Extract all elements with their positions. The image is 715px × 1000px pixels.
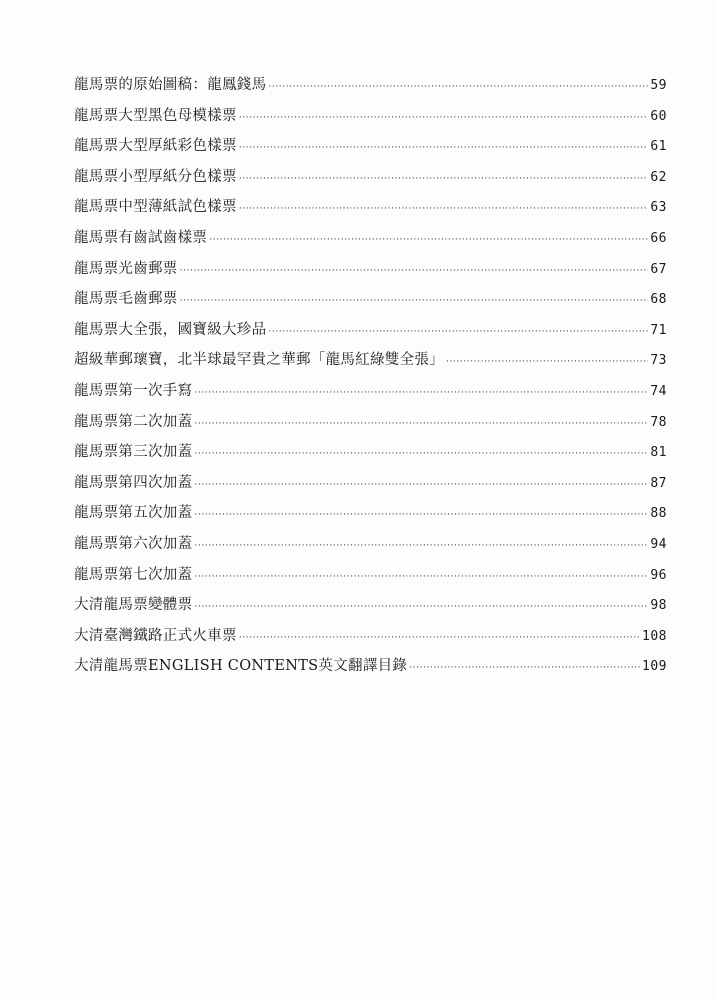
- toc-entry-title: 龍馬票第四次加蓋: [74, 474, 193, 491]
- toc-entry: [74, 131, 667, 162]
- toc-dot-leader: [194, 470, 648, 501]
- toc-page-number: 66: [650, 230, 667, 246]
- table-of-contents: [74, 70, 667, 682]
- toc-dot-leader: [194, 409, 648, 440]
- toc-page-number: 98: [650, 598, 667, 614]
- toc-dot-leader: [409, 653, 640, 684]
- toc-entry-title: 龍馬票大全張，國寶級大珍品: [74, 321, 267, 338]
- toc-entry: [74, 376, 667, 407]
- toc-entry: [74, 560, 667, 591]
- toc-entry-title: 龍馬票有齒試齒樣票: [74, 229, 208, 246]
- toc-dot-leader: [239, 103, 649, 134]
- toc-page-number: 81: [650, 445, 667, 461]
- toc-dot-leader: [209, 225, 648, 256]
- toc-dot-leader: [180, 256, 649, 287]
- toc-page-number: 109: [642, 659, 667, 675]
- toc-page-number: 88: [650, 506, 667, 522]
- toc-entry-title: 龍馬票第一次手寫: [74, 382, 193, 399]
- toc-page-number: 94: [650, 536, 667, 552]
- toc-page-number: 78: [650, 414, 667, 430]
- toc-entry: [74, 407, 667, 438]
- toc-entry: [74, 498, 667, 529]
- toc-dot-leader: [239, 133, 649, 164]
- toc-dot-leader: [194, 562, 648, 593]
- toc-entry-title: 龍馬票小型厚紙分色樣票: [74, 168, 237, 185]
- toc-dot-leader: [239, 194, 649, 225]
- toc-entry-title: 龍馬票第三次加蓋: [74, 444, 193, 461]
- toc-dot-leader: [446, 347, 648, 378]
- toc-page-number: 63: [650, 200, 667, 216]
- toc-dot-leader: [268, 317, 648, 348]
- toc-entry-title: 龍馬票中型薄紙試色樣票: [74, 199, 237, 216]
- toc-entry-title: 大清龍馬票ENGLISH CONTENTS英文翻譯目錄: [74, 658, 408, 675]
- toc-entry: [74, 529, 667, 560]
- toc-dot-leader: [239, 623, 640, 654]
- toc-page-number: 108: [642, 628, 667, 644]
- toc-entry: [74, 223, 667, 254]
- toc-page-number: 71: [650, 322, 667, 338]
- toc-entry-title: 龍馬票大型黑色母模樣票: [74, 107, 237, 124]
- toc-dot-leader: [194, 592, 648, 623]
- toc-entry: [74, 284, 667, 315]
- toc-entry-title: 龍馬票大型厚紙彩色樣票: [74, 138, 237, 155]
- toc-entry-title: 龍馬票第二次加蓋: [74, 413, 193, 430]
- toc-page-number: 67: [650, 261, 667, 277]
- toc-entry: [74, 162, 667, 193]
- toc-dot-leader: [239, 164, 649, 195]
- toc-entry: [74, 192, 667, 223]
- toc-page-number: 62: [650, 169, 667, 185]
- toc-entry-title: 超級華郵瓌寶，北半球最罕貴之華郵「龍馬紅綠雙全張」: [74, 352, 444, 369]
- toc-page-number: 61: [650, 139, 667, 155]
- toc-dot-leader: [194, 500, 648, 531]
- toc-dot-leader: [194, 439, 648, 470]
- toc-entry: [74, 437, 667, 468]
- toc-page-number: 73: [650, 353, 667, 369]
- toc-entry: [74, 315, 667, 346]
- toc-entry-title: 龍馬票第五次加蓋: [74, 505, 193, 522]
- toc-page-number: 96: [650, 567, 667, 583]
- toc-entry: [74, 345, 667, 376]
- toc-page-number: 60: [650, 108, 667, 124]
- toc-page-number: 68: [650, 292, 667, 308]
- toc-entry: [74, 651, 667, 682]
- toc-page-number: 87: [650, 475, 667, 491]
- toc-entry-title: 龍馬票第七次加蓋: [74, 566, 193, 583]
- toc-dot-leader: [194, 531, 648, 562]
- toc-dot-leader: [268, 72, 648, 103]
- toc-entry-title: 大清臺灣鐵路正式火車票: [74, 627, 237, 644]
- toc-entry: [74, 254, 667, 285]
- toc-entry: [74, 590, 667, 621]
- toc-entry-title: 龍馬票毛齒郵票: [74, 291, 178, 308]
- toc-entry-title: 龍馬票的原始圖稿：龍鳳錢馬: [74, 77, 267, 93]
- toc-entry: [74, 70, 667, 101]
- toc-page-number: 74: [650, 383, 667, 399]
- toc-entry-title: 大清龍馬票變體票: [74, 597, 193, 614]
- toc-entry: [74, 468, 667, 499]
- toc-entry: [74, 101, 667, 132]
- toc-entry-title: 龍馬票光齒郵票: [74, 260, 178, 277]
- toc-entry: [74, 621, 667, 652]
- toc-page-number: 59: [650, 78, 667, 93]
- toc-dot-leader: [194, 378, 648, 409]
- toc-dot-leader: [180, 286, 649, 317]
- toc-entry-title: 龍馬票第六次加蓋: [74, 535, 193, 552]
